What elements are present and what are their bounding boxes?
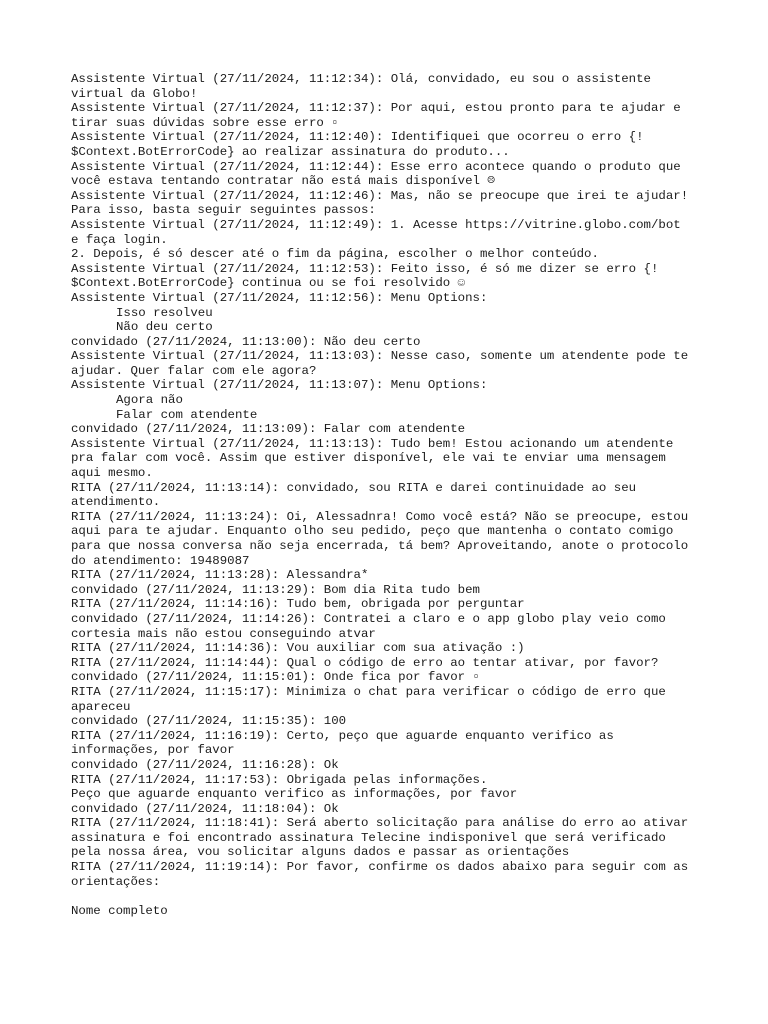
transcript-line: RITA (27/11/2024, 11:19:14): Por favor, confirme os dados abaixo para seguir com as	[71, 860, 689, 875]
transcript-line: pela nossa área, vou solicitar alguns dados e passar as orientações	[71, 845, 570, 860]
transcript-line: 2. Depois, é só descer até o fim da página, escolher o melhor conteúdo.	[71, 247, 599, 262]
transcript-line: Assistente Virtual (27/11/2024, 11:12:53): Feito isso, é só me dizer se erro {!	[71, 261, 659, 276]
transcript-line: do atendimento: 19489087	[71, 553, 250, 568]
transcript-line: convidado (27/11/2024, 11:13:29): Bom dia Rita tudo bem	[71, 582, 480, 597]
transcript-line: Assistente Virtual (27/11/2024, 11:12:40): Identifiquei que ocorreu o erro {!	[71, 130, 644, 145]
transcript-line: $Context.BotErrorCode} ao realizar assinatura do produto...	[71, 144, 510, 159]
transcript-line: você estava tentando contratar não está mais disponível ☹	[71, 174, 495, 189]
transcript-line: Para isso, basta seguir seguintes passos:	[71, 203, 376, 218]
transcript-line: aqui para te ajudar. Enquanto olho seu pedido, peço que mantenha o contato comigo	[71, 524, 674, 539]
transcript-line: convidado (27/11/2024, 11:13:00): Não deu certo	[71, 334, 421, 349]
transcript-line: RITA (27/11/2024, 11:15:17): Minimiza o chat para verificar o código de erro que	[71, 684, 666, 699]
transcript-line: Assistente Virtual (27/11/2024, 11:12:49): 1. Acesse https://vitrine.globo.com/bot	[71, 217, 681, 232]
transcript-line: Assistente Virtual (27/11/2024, 11:13:07): Menu Options:	[71, 378, 488, 393]
transcript-line: Assistente Virtual (27/11/2024, 11:12:56): Menu Options:	[71, 290, 488, 305]
transcript-line: convidado (27/11/2024, 11:15:01): Onde fica por favor ▫	[71, 670, 480, 685]
transcript-line: virtual da Globo!	[71, 86, 198, 101]
transcript-line: convidado (27/11/2024, 11:14:26): Contratei a claro e o app globo play veio como	[71, 611, 666, 626]
transcript-line: pra falar com você. Assim que estiver disponível, ele vai te enviar uma mensagem	[71, 451, 666, 466]
transcript-line: Assistente Virtual (27/11/2024, 11:12:46): Mas, não se preocupe que irei te ajudar!	[71, 188, 689, 203]
transcript-line: RITA (27/11/2024, 11:14:36): Vou auxiliar com sua ativação :)	[71, 641, 525, 656]
transcript-line: convidado (27/11/2024, 11:13:09): Falar com atendente	[71, 422, 466, 437]
transcript-line: RITA (27/11/2024, 11:17:53): Obrigada pelas informações.	[71, 772, 488, 787]
transcript-line: convidado (27/11/2024, 11:16:28): Ok	[71, 757, 339, 772]
transcript-line: $Context.BotErrorCode} continua ou se foi resolvido ☺	[71, 276, 466, 291]
transcript-line: convidado (27/11/2024, 11:15:35): 100	[71, 714, 347, 729]
transcript-line: Assistente Virtual (27/11/2024, 11:12:37): Por aqui, estou pronto para te ajudar e	[71, 101, 681, 116]
transcript-line: RITA (27/11/2024, 11:13:24): Oi, Alessadnra! Como você está? Não se preocupe, estou	[71, 509, 689, 524]
transcript-line: ajudar. Quer falar com ele agora?	[71, 363, 317, 378]
transcript-line: apareceu	[71, 699, 131, 714]
transcript-line: Peço que aguarde enquanto verifico as informações, por favor	[71, 787, 518, 802]
transcript-line: assinatura e foi encontrado assinatura Telecine indisponivel que será verificado	[71, 830, 666, 845]
transcript-line: tirar suas dúvidas sobre esse erro ▫	[71, 115, 339, 130]
transcript-line: convidado (27/11/2024, 11:18:04): Ok	[71, 801, 339, 816]
menu-option: Não deu certo	[116, 320, 213, 335]
transcript-line: Assistente Virtual (27/11/2024, 11:13:13): Tudo bem! Estou acionando um atendente	[71, 436, 674, 451]
transcript-line: RITA (27/11/2024, 11:14:16): Tudo bem, obrigada por perguntar	[71, 597, 525, 612]
transcript-line: orientações:	[71, 874, 161, 889]
transcript-line: atendimento.	[71, 495, 161, 510]
transcript-line: informações, por favor	[71, 743, 235, 758]
transcript-line: para que nossa conversa não seja encerrada, tá bem? Aproveitando, anote o protocolo	[71, 539, 689, 553]
menu-option: Agora não	[116, 393, 183, 408]
transcript-line: cortesia mais não estou conseguindo atvar	[71, 626, 376, 641]
transcript-line: e faça login.	[71, 232, 168, 247]
transcript-line: Nome completo	[71, 903, 168, 918]
transcript-line: Assistente Virtual (27/11/2024, 11:13:03): Nesse caso, somente um atendente pode te	[71, 349, 689, 364]
blank-line	[71, 889, 711, 904]
menu-option: Isso resolveu	[116, 305, 213, 320]
transcript-line: RITA (27/11/2024, 11:13:28): Alessandra*	[71, 568, 369, 583]
transcript-line: aqui mesmo.	[71, 466, 153, 481]
transcript-line: RITA (27/11/2024, 11:18:41): Será aberto solicitação para análise do erro ao ativar	[71, 816, 689, 831]
transcript-line: RITA (27/11/2024, 11:13:14): convidado, sou RITA e darei continuidade ao seu	[71, 480, 637, 495]
transcript-line: RITA (27/11/2024, 11:14:44): Qual o código de erro ao tentar ativar, por favor?	[71, 655, 659, 670]
transcript-line: Assistente Virtual (27/11/2024, 11:12:44): Esse erro acontece quando o produto que	[71, 159, 681, 174]
transcript-line: RITA (27/11/2024, 11:16:19): Certo, peço que aguarde enquanto verifico as	[71, 728, 614, 743]
menu-option: Falar com atendente	[116, 407, 258, 422]
chat-transcript	[71, 72, 711, 918]
transcript-line: Assistente Virtual (27/11/2024, 11:12:34): Olá, convidado, eu sou o assistente	[71, 72, 651, 86]
